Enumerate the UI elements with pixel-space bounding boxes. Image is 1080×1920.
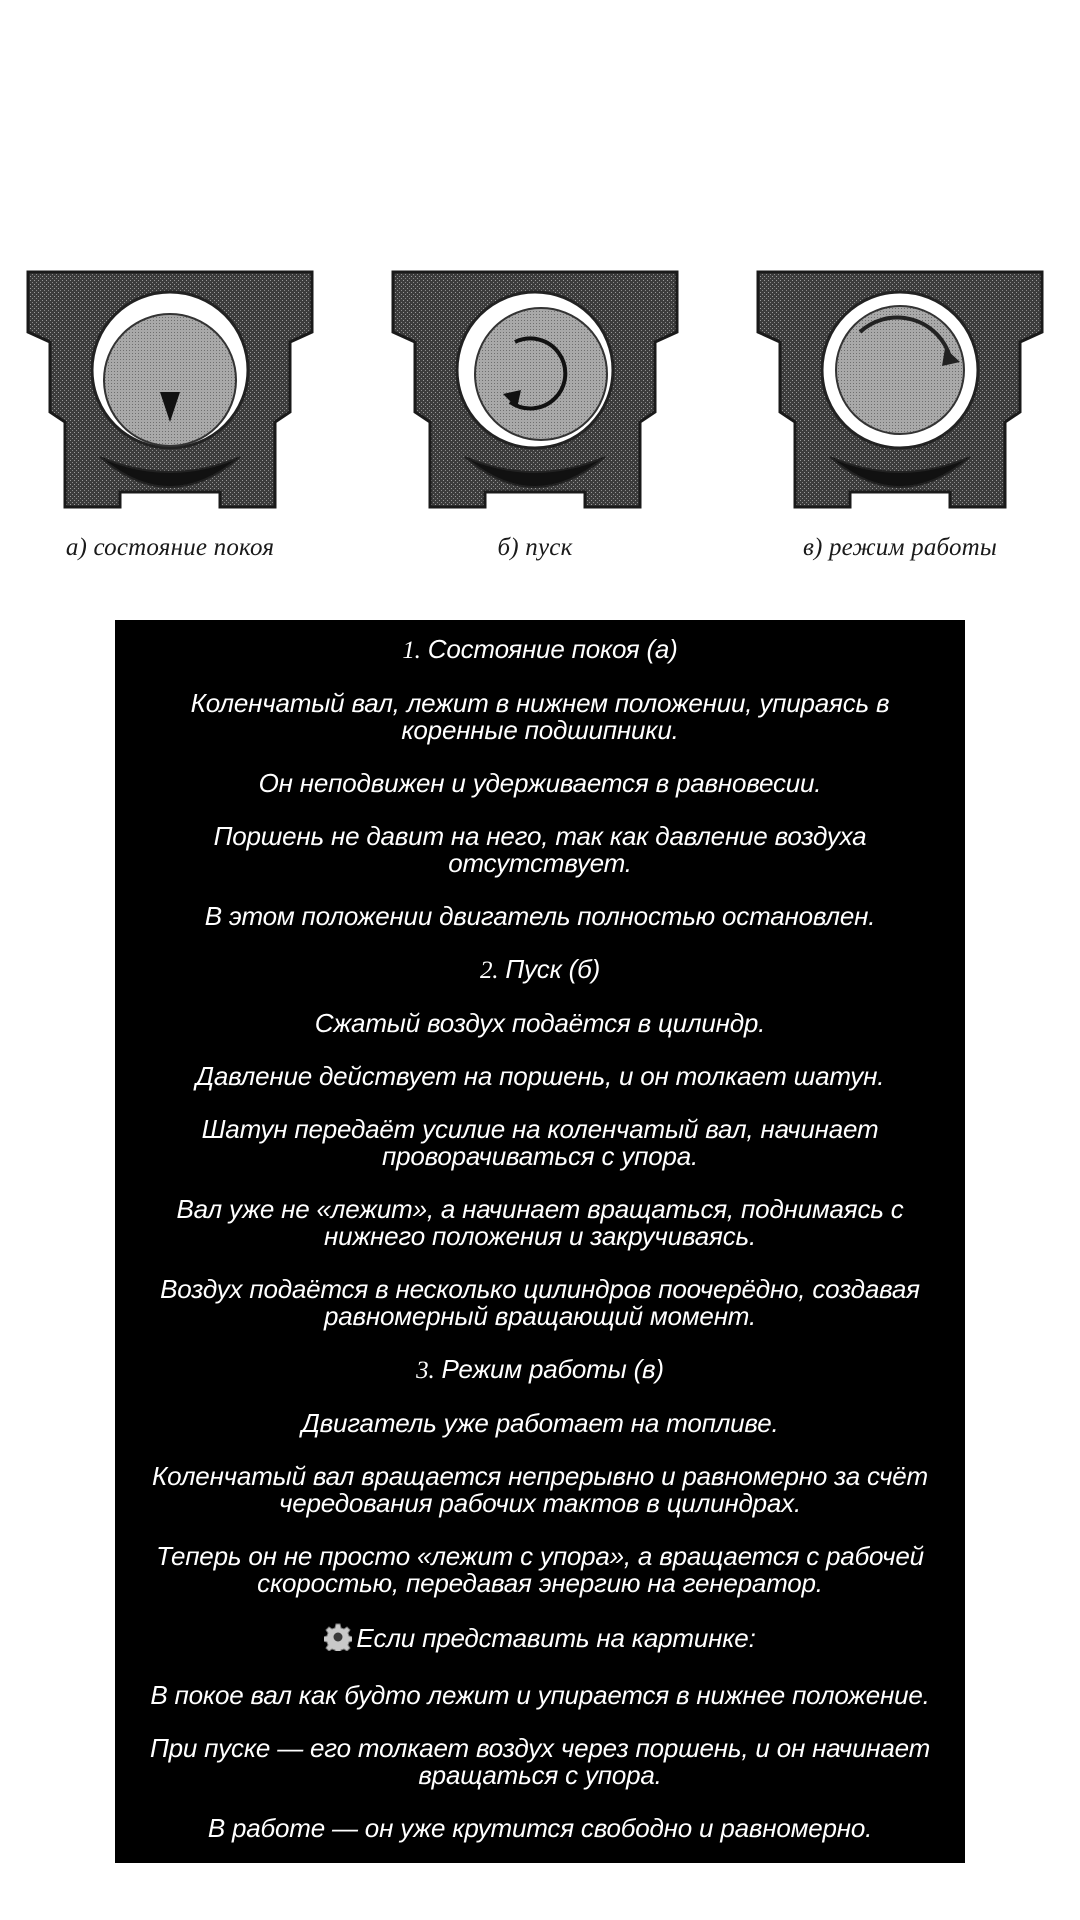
shaft-journal (475, 308, 607, 440)
figure-rest (20, 262, 320, 582)
caption-rest: а) состояние покоя (65, 534, 275, 561)
paragraph: Он неподвижен и удерживается в равновесии. (258, 768, 822, 798)
paragraph: В работе — он уже крутится свободно и равномерно. (207, 1813, 873, 1843)
shaft-journal (104, 314, 236, 446)
figure-run (750, 262, 1050, 582)
shaft-journal (836, 306, 964, 434)
paragraph: Шатун передаёт усилие на коленчатый вал, начинает проворачиваться с упора. (201, 1114, 879, 1171)
paragraph: Давление действует на поршень, и он толкает шатун. (195, 1061, 885, 1091)
paragraph: При пуске — его толкает воздух через поршень, и он начинает вращаться с упора. (149, 1733, 931, 1790)
section-heading-start (145, 956, 935, 984)
section-title: Пуск (б) (505, 954, 601, 984)
paragraph: В этом положении двигатель полностью остановлен. (204, 901, 876, 931)
paragraph: Сжатый воздух подаётся в цилиндр. (314, 1008, 766, 1038)
caption-run: в) режим работы (802, 534, 998, 561)
section-title: Состояние покоя (а) (427, 634, 678, 664)
explanation-panel (115, 620, 965, 1863)
bearing-housing (758, 272, 1042, 507)
paragraph: Теперь он не просто «лежит с упора», а вращается с рабочей скоростью, передавая энергию на генератор. (156, 1541, 924, 1598)
paragraph: Коленчатый вал вращается непрерывно и равномерно за счёт чередования рабочих тактов в цилиндрах. (152, 1461, 928, 1518)
section-number: 3. (416, 1357, 435, 1384)
section-number: 2. (479, 957, 499, 984)
section-heading-rest (145, 636, 935, 664)
paragraph: Воздух подаётся в несколько цилиндров поочерёдно, создавая равномерный вращающий момент. (160, 1274, 920, 1331)
figure-start (385, 262, 685, 582)
paragraph: Вал уже не «лежит», а начинает вращаться, поднимаясь с нижнего положения и закручиваясь. (176, 1194, 904, 1251)
paragraph: Двигатель уже работает на топливе. (301, 1408, 779, 1438)
gear-icon (324, 1623, 352, 1656)
illustration-row (0, 262, 1080, 582)
bearing-housing (393, 272, 677, 507)
section-heading-run (145, 1356, 935, 1384)
paragraph: Поршень не давит на него, так как давление воздуха отсутствует. (213, 821, 867, 878)
section-title: Режим работы (в) (441, 1354, 664, 1384)
caption-start: б) пуск (497, 534, 573, 561)
bearing-diagram-run (750, 262, 1050, 522)
paragraph: Коленчатый вал, лежит в нижнем положении, упираясь в коренные подшипники. (190, 688, 890, 745)
bearing-diagram-rest (20, 262, 320, 522)
section-number: 1. (402, 637, 421, 664)
bearing-diagram-start (385, 262, 685, 522)
summary-heading (145, 1623, 935, 1656)
bearing-housing (28, 272, 312, 507)
summary-title: Если представить на картинке: (356, 1623, 756, 1653)
paragraph: В покое вал как будто лежит и упирается в нижнее положение. (150, 1680, 930, 1710)
